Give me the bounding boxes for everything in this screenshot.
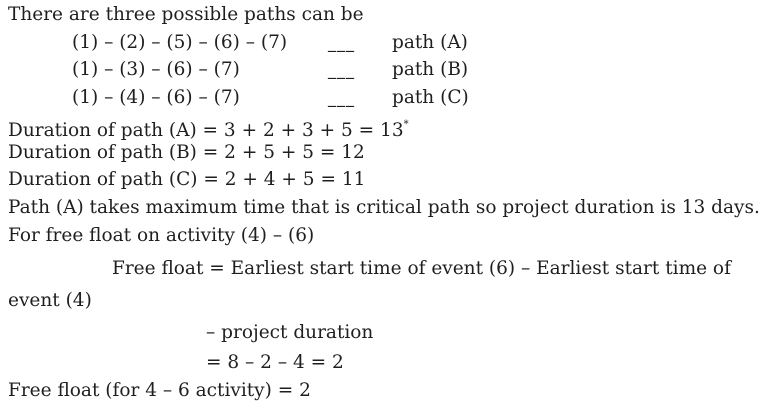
- free-float-heading: For free float on activity (4) – (6): [8, 225, 315, 246]
- duration-path-b: Duration of path (B) = 2 + 5 + 5 = 12: [8, 142, 365, 163]
- free-float-formula-line-3: – project duration: [206, 322, 374, 343]
- path-c-label: path (C): [392, 87, 469, 108]
- critical-path-statement: Path (A) takes maximum time that is critical path so project duration is 13 days.: [8, 197, 760, 218]
- duration-path-c: Duration of path (C) = 2 + 4 + 5 = 11: [8, 169, 366, 190]
- free-float-formula-line-2: event (4): [8, 290, 92, 311]
- path-b-label: path (B): [392, 59, 469, 80]
- path-a-dash: ___: [328, 33, 355, 52]
- free-float-formula-line-1: Free float = Earliest start time of event (6) – Earliest start time of: [112, 258, 731, 279]
- duration-path-a-text: Duration of path (A) = 3 + 2 + 3 + 5 = 13: [8, 120, 404, 141]
- path-c-sequence: (1) – (4) – (6) – (7): [72, 87, 240, 108]
- free-float-result: Free float (for 4 – 6 activity) = 2: [8, 380, 311, 401]
- path-c-dash: ___: [328, 88, 355, 107]
- intro-text: There are three possible paths can be: [8, 4, 364, 25]
- path-a-label: path (A): [392, 32, 468, 53]
- free-float-calculation: = 8 – 2 – 4 = 2: [206, 352, 344, 373]
- critical-mark: *: [403, 119, 409, 130]
- path-b-dash: ___: [328, 60, 355, 79]
- path-b-sequence: (1) – (3) – (6) – (7): [72, 59, 240, 80]
- path-a-sequence: (1) – (2) – (5) – (6) – (7): [72, 32, 288, 53]
